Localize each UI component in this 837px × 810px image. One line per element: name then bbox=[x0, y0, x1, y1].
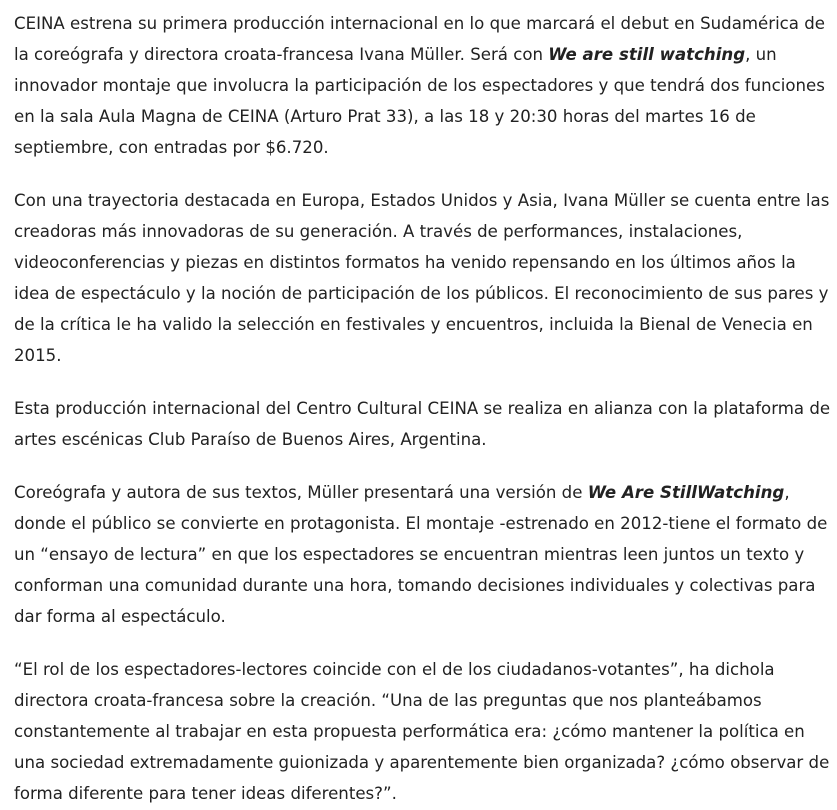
paragraph-intro-text-a: CEINA estrena su primera producción internacional en lo que marcará el debut en Sudamérica de la coreógrafa y directora croata-francesa Ivana Müller. Será con bbox=[14, 14, 825, 64]
paragraph-version-text-b: , donde el público se convierte en protagonista. El montaje -estrenado en 2012-tiene el formato de un “ensayo de lectura” en que los espectadores se encuentran mientras leen juntos un texto y conforman una comunidad durante una hora, tomando decisiones individuales y colectivas para dar forma al espectáculo. bbox=[14, 483, 828, 626]
paragraph-quote: “El rol de los espectadores-lectores coincide con el de los ciudadanos-votantes”, ha dichola directora croata-francesa sobre la creación. “Una de las preguntas que nos planteábamos constantemente al trabajar en esta propuesta performática era: ¿cómo mantener la política en una sociedad extremadamente guionizada y aparentemente bien organizada? ¿cómo observar de forma diferente para tener ideas diferentes?”. bbox=[14, 660, 830, 803]
article-body bbox=[14, 8, 834, 809]
paragraph-version bbox=[14, 477, 834, 632]
paragraph-alliance: Esta producción internacional del Centro Cultural CEINA se realiza en alianza con la plataforma de artes escénicas Club Paraíso de Buenos Aires, Argentina. bbox=[14, 399, 831, 449]
show-title: We are still watching bbox=[548, 45, 746, 64]
paragraph-version-text-a: Coreógrafa y autora de sus textos, Müller presentará una versión de bbox=[14, 483, 588, 502]
paragraph-intro-text-b: , un innovador montaje que involucra la participación de los espectadores y que tendrá dos funciones en la sala Aula Magna de CEINA (Arturo Prat 33), a las 18 y 20:30 horas del martes 16 de septiembre, con entradas por $6.720. bbox=[14, 45, 825, 157]
show-title-alt: We Are StillWatching bbox=[587, 483, 785, 502]
paragraph-trajectory: Con una trayectoria destacada en Europa, Estados Unidos y Asia, Ivana Müller se cuenta entre las creadoras más innovadoras de su generación. A través de performances, instalaciones, videoconferencias y piezas en distintos formatos ha venido repensando en los últimos años la idea de espectáculo y la noción de participación de los públicos. El reconocimiento de sus pares y de la crítica le ha valido la selección en festivales y encuentros, incluida la Bienal de Venecia en 2015. bbox=[14, 191, 830, 365]
paragraph-intro bbox=[14, 8, 834, 163]
